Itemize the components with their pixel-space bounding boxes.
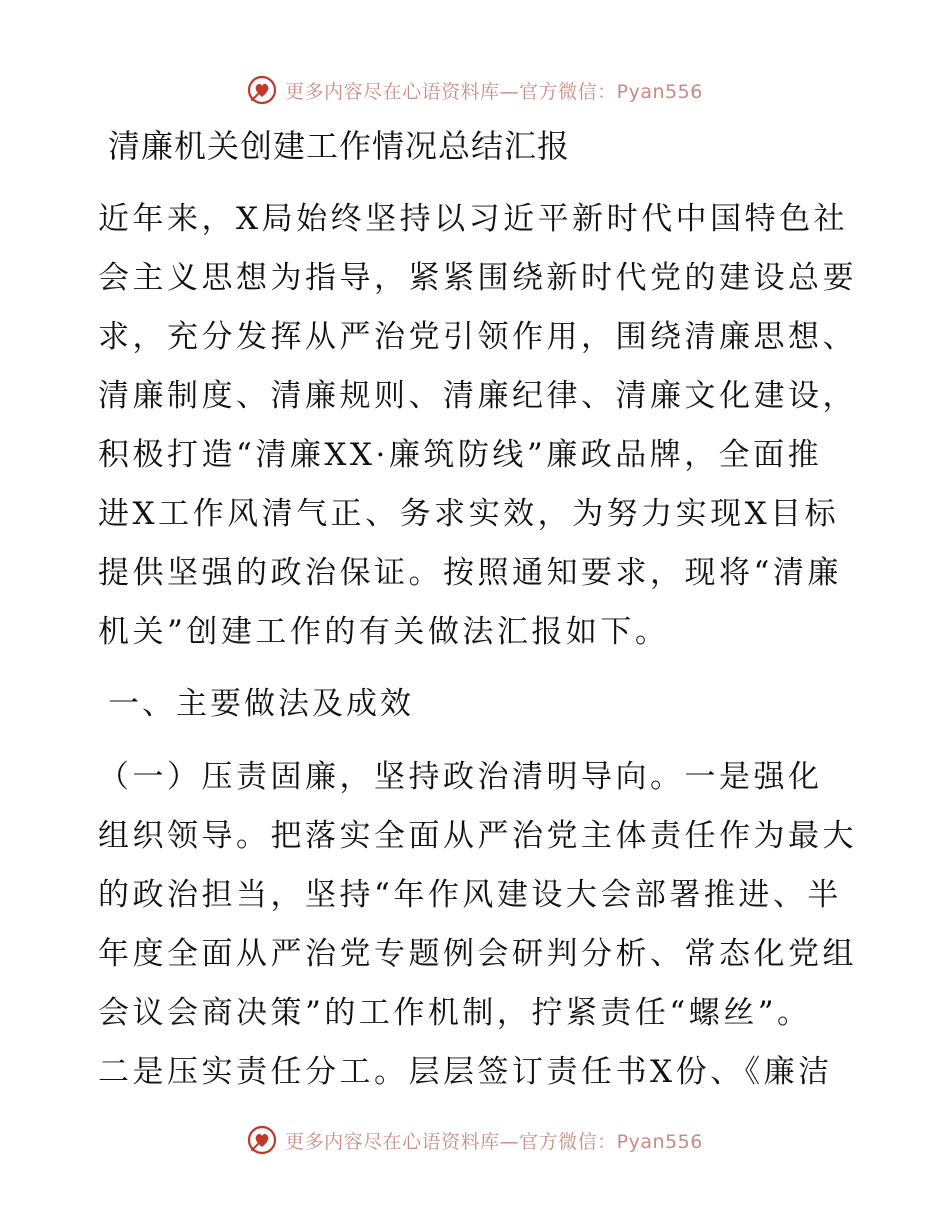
- text-line: 积极打造“清廉XX·廉筑防线”廉政品牌，全面推: [98, 437, 823, 473]
- watermark-footer: [0, 1120, 950, 1160]
- text-line: 提供坚强的政治保证。按照通知要求，现将“清廉: [98, 555, 842, 591]
- watermark-text: 更多内容尽在心语资料库—官方微信：Pyan556: [285, 1130, 703, 1153]
- heart-pen-logo-icon: [247, 1125, 277, 1155]
- text-line: （一）压责固廉，坚持政治清明导向。一是强化: [98, 759, 823, 795]
- text-line: 二是压实责任分工。层层签订责任书X份、《廉洁: [98, 1054, 833, 1090]
- text-line: 年度全面从严治党专题例会研判分析、常态化党组: [98, 936, 857, 972]
- text-line: 进X工作风清气正、务求实效，为努力实现X目标: [98, 496, 840, 532]
- text-line: 的政治担当，坚持“年作风建设大会部署推进、半: [98, 877, 842, 913]
- text-line: 清廉制度、清廉规则、清廉纪律、清廉文化建设，: [98, 378, 857, 414]
- section-paragraph: [98, 748, 868, 1102]
- intro-paragraph: [98, 190, 868, 662]
- text-line: 近年来，X局始终坚持以习近平新时代中国特色社: [98, 201, 849, 237]
- section-heading: 一、主要做法及成效: [108, 686, 414, 722]
- text-line: 求，充分发挥从严治党引领作用，围绕清廉思想、: [98, 319, 857, 355]
- watermark-text: 更多内容尽在心语资料库—官方微信：Pyan556: [285, 80, 703, 103]
- text-line: 机关”创建工作的有关做法汇报如下。: [98, 614, 670, 650]
- text-line: 会议会商决策”的工作机制，拧紧责任“螺丝”。: [98, 995, 812, 1031]
- heart-pen-logo-icon: [247, 75, 277, 105]
- watermark-header: [0, 70, 950, 110]
- text-line: 组织领导。把落实全面从严治党主体责任作为最大: [98, 818, 857, 854]
- text-line: 会主义思想为指导，紧紧围绕新时代党的建设总要: [98, 260, 857, 296]
- document-title: 清廉机关创建工作情况总结汇报: [108, 127, 571, 165]
